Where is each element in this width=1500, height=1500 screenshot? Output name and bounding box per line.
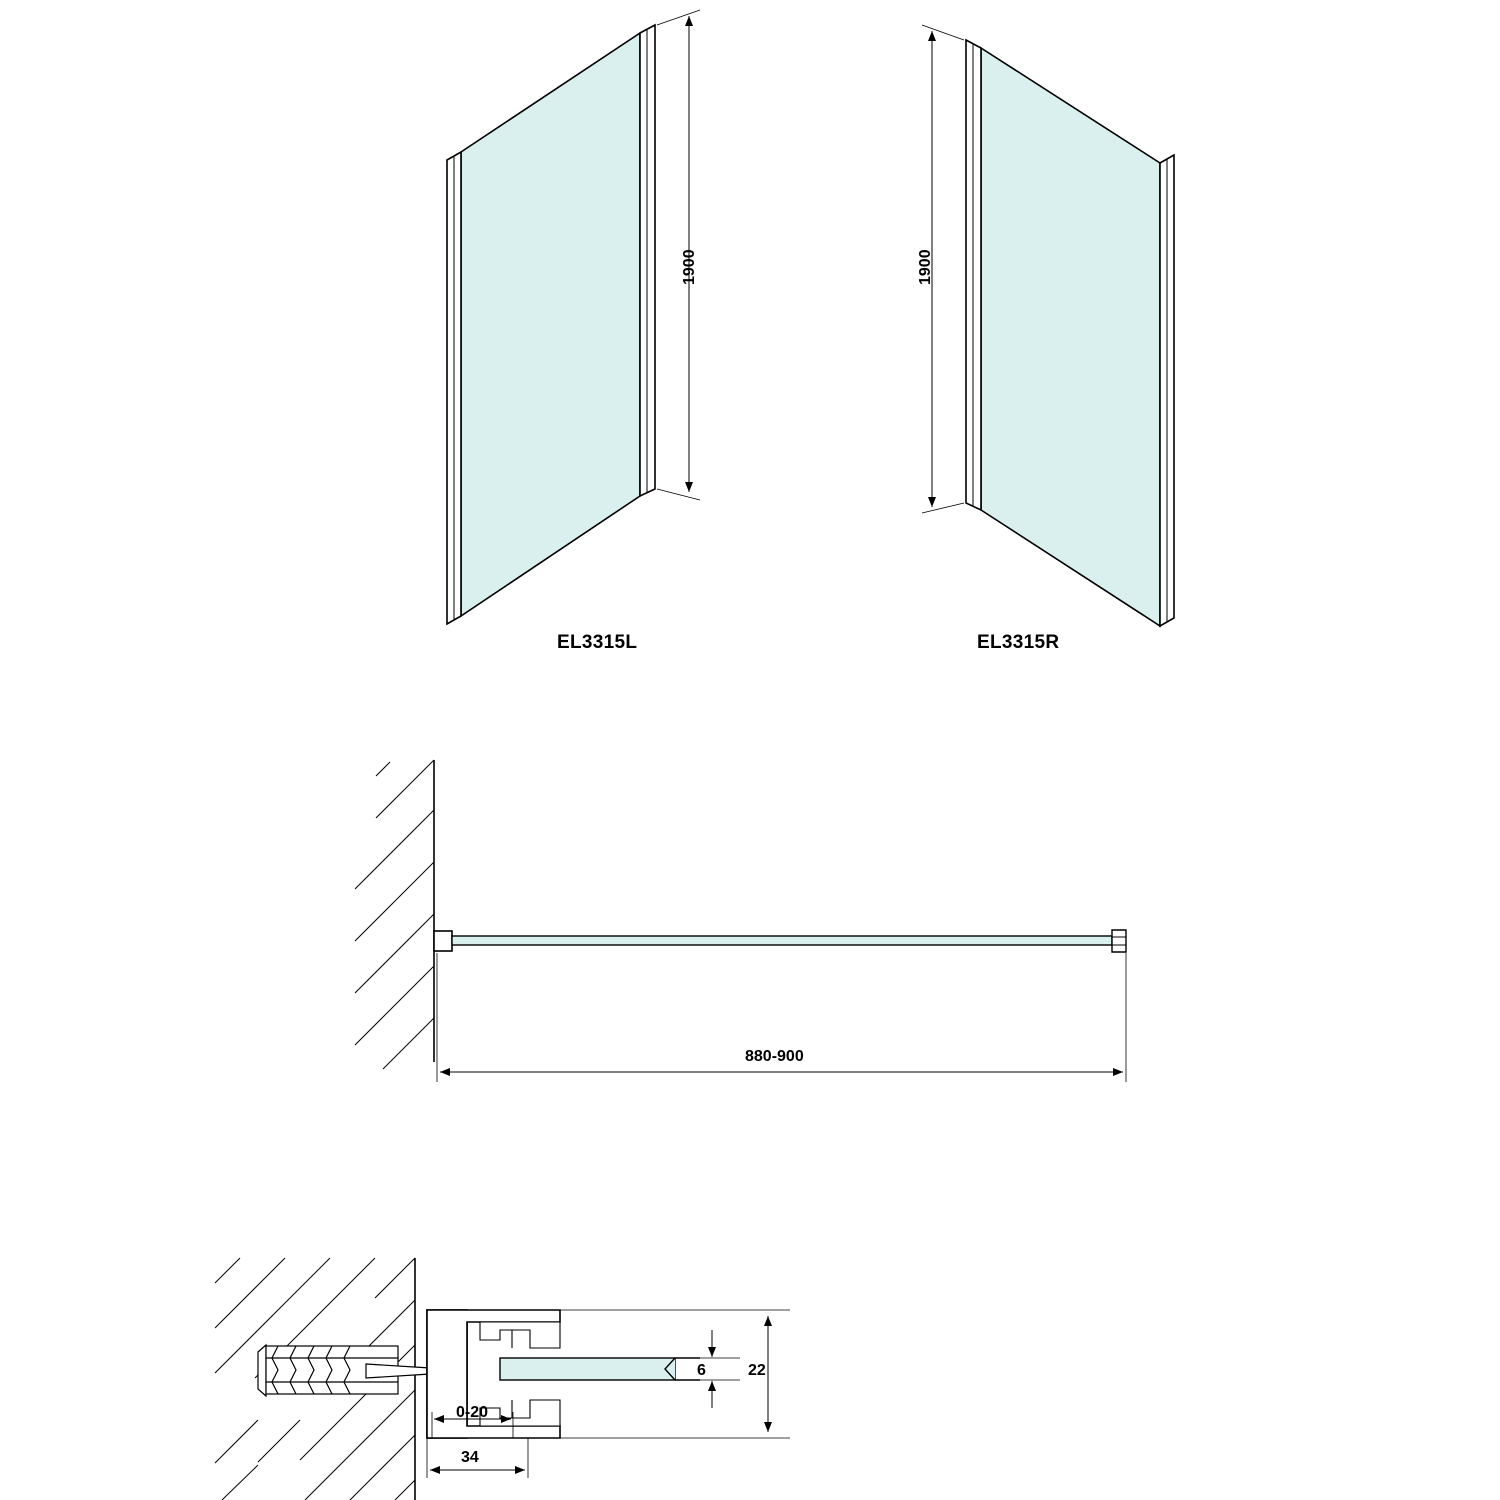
glass-pane-left <box>461 33 640 616</box>
part-label-left: EL3315L <box>557 632 638 653</box>
dim-profile-depth: 34 <box>461 1449 479 1466</box>
wall-hatching <box>355 760 434 1069</box>
glass-pane-right <box>981 48 1160 626</box>
dim-glass-thickness: 6 <box>697 1362 706 1379</box>
dim-height-left: 1900 <box>681 249 698 285</box>
plan-glass-panel <box>452 936 1112 945</box>
panel-view-right <box>922 25 1174 626</box>
dim-width-range: 880-900 <box>745 1048 804 1065</box>
dim-height-right: 1900 <box>917 249 934 285</box>
plan-end-profile <box>1112 930 1126 952</box>
dim-wall-adjust: 0-20 <box>456 1404 489 1421</box>
plan-wall-bracket <box>434 931 452 951</box>
dim-profile-height: 22 <box>748 1362 766 1379</box>
plan-view <box>355 760 1126 1082</box>
glass-section <box>500 1358 700 1380</box>
panel-view-left <box>447 10 700 624</box>
wall-anchor-plug <box>258 1345 430 1396</box>
part-label-right: EL3315R <box>977 632 1060 653</box>
